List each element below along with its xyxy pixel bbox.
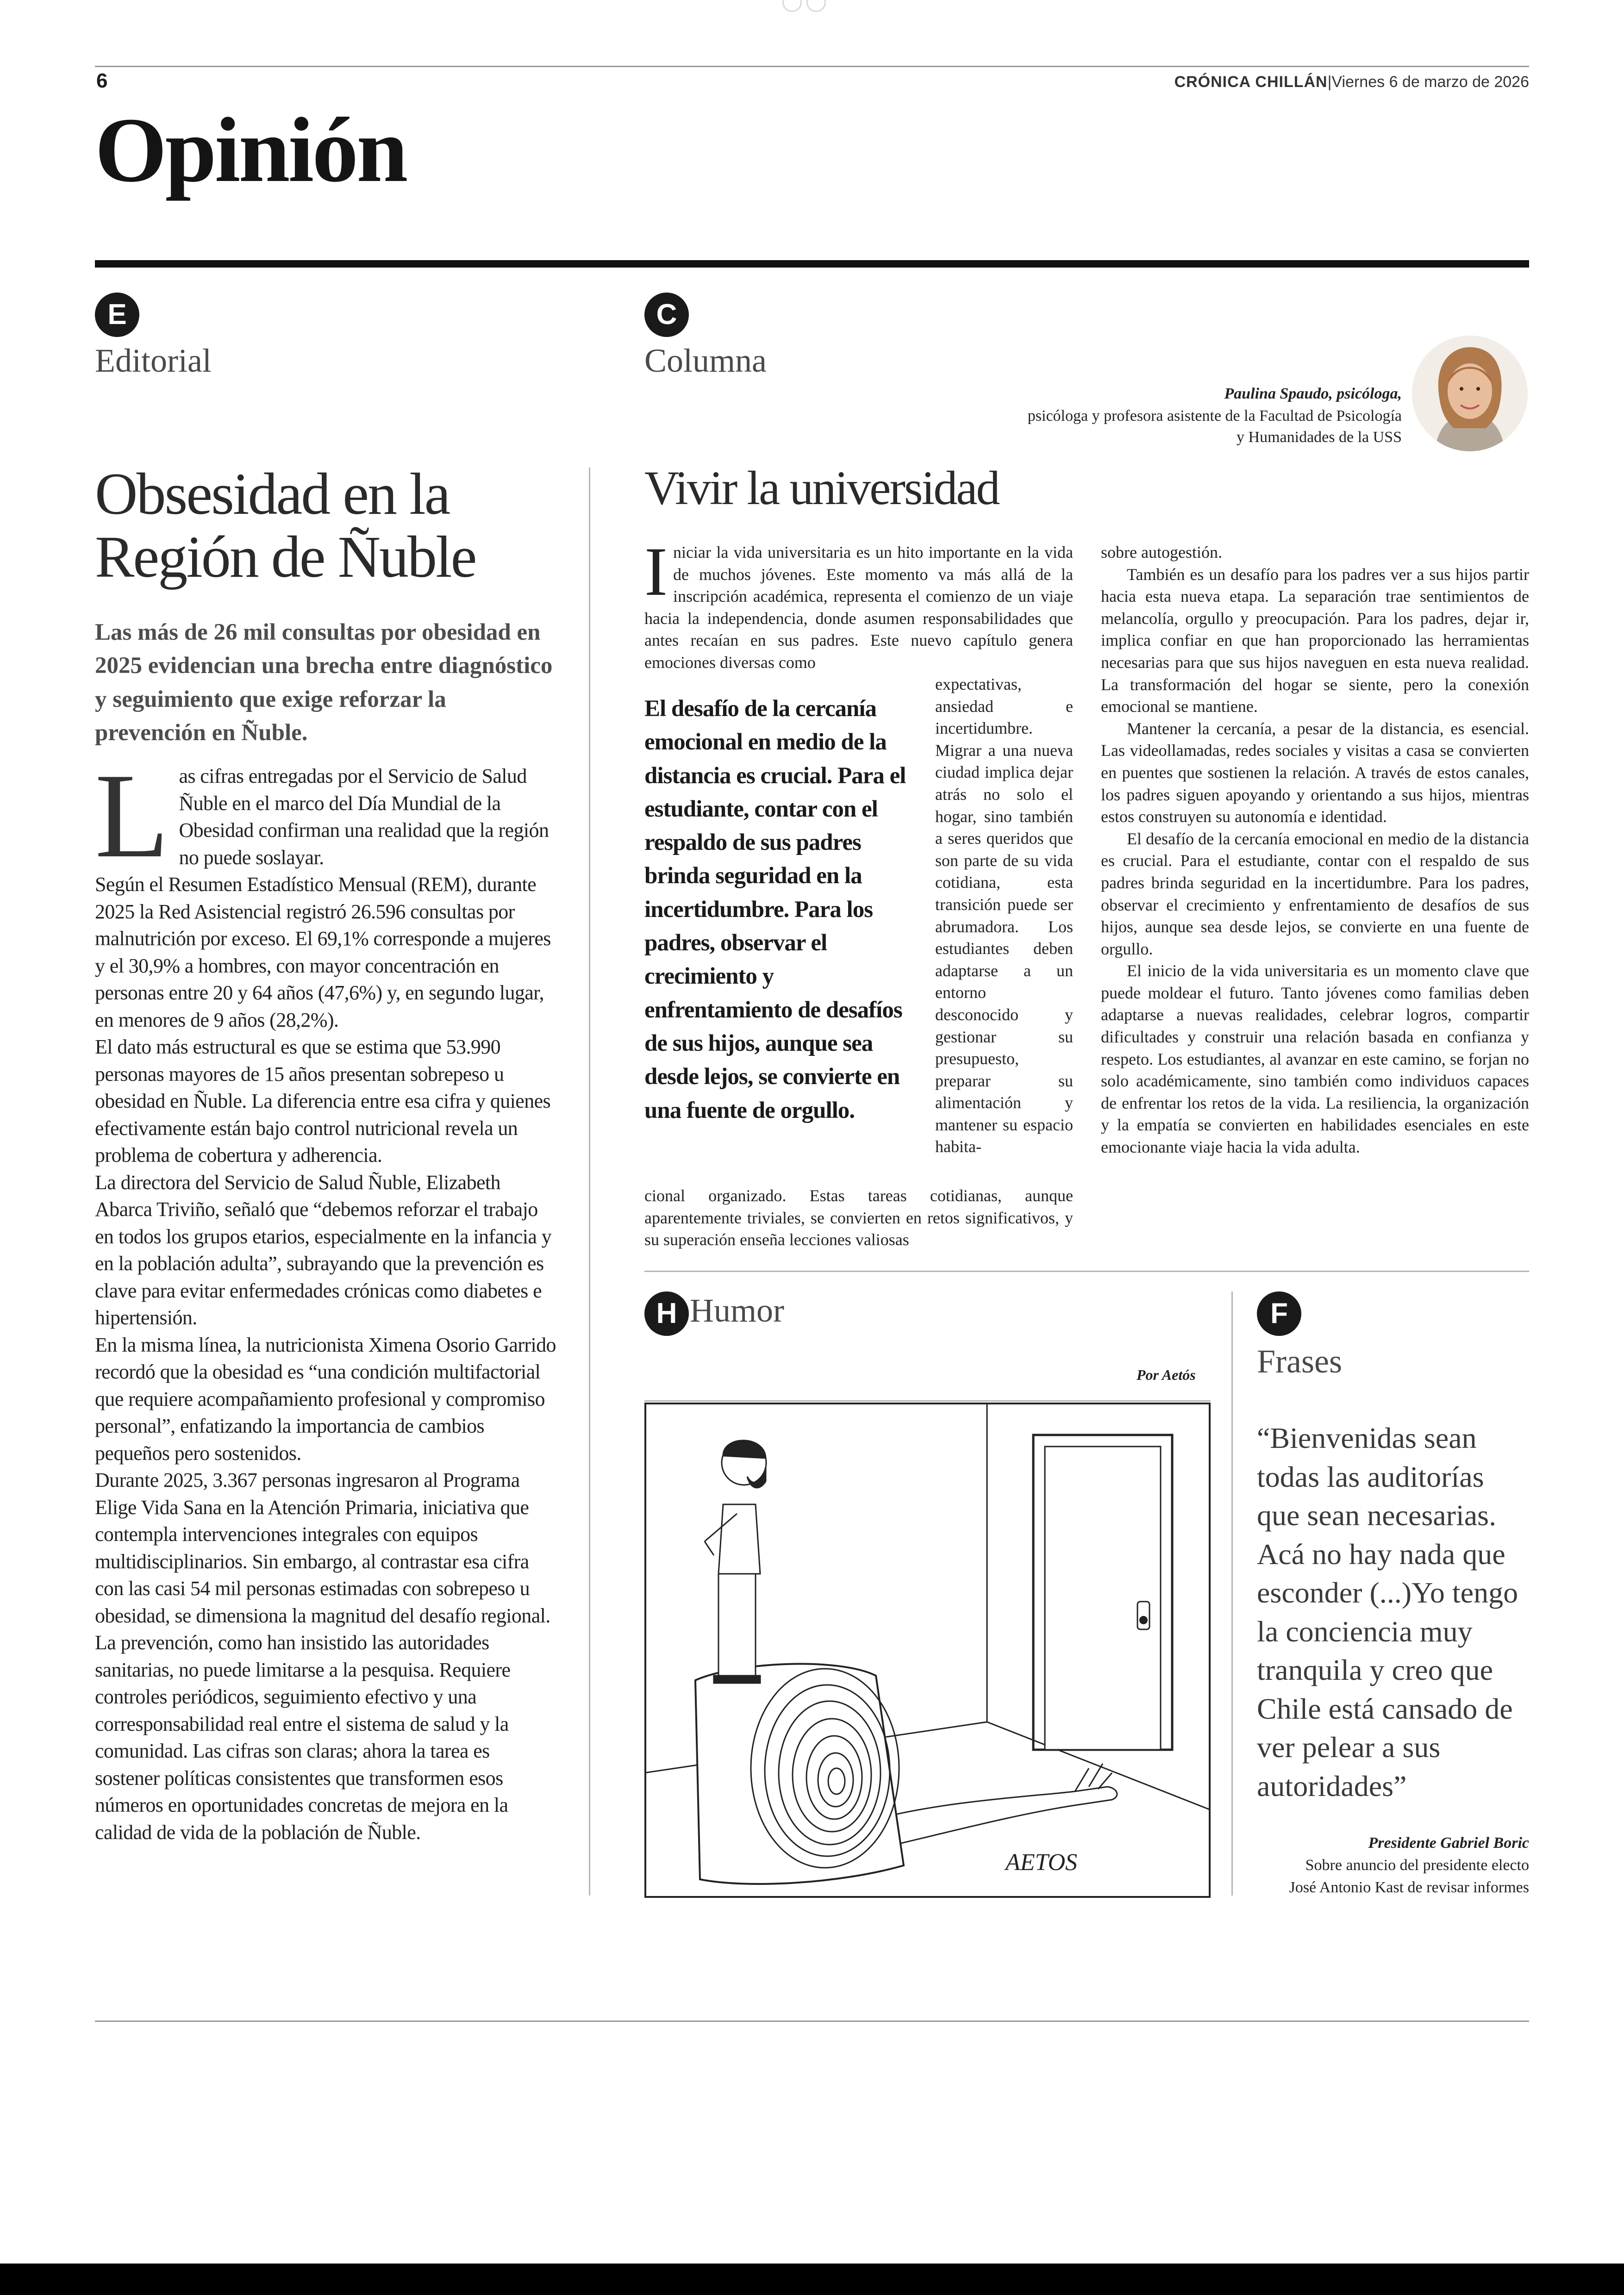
frases-label: Frases [1257,1343,1342,1380]
editorial-body [95,748,558,1846]
masthead [1174,73,1529,91]
editorial-paragraph: Durante 2025, 3.367 personas ingresaron al Programa Elige Vida Sana en la Atención Primaria, iniciativa que contempla intervenciones integrales con equipos multidisciplinarios. Sin embargo, al contrastar esa cifra con las casi 54 mil personas estimadas con sobrepeso u obesidad, se dimensiona la magnitud del desafío regional. [95,1469,550,1627]
column-badge: C [644,293,689,337]
attribution-line: José Antonio Kast de revisar informes [1289,1879,1529,1896]
editorial-deck: Las más de 26 mil consultas por obesidad en 2025 evidencian una brecha entre diagnóstico y seguimiento que exige reforzar la prevención en Ñuble. [95,619,553,746]
section-title: Opinión [95,99,406,201]
top-rule [95,66,1529,67]
editorial-label: Editorial [95,342,212,379]
humor-author: Por Aetós [1137,1366,1196,1383]
frases-badge: F [1257,1291,1301,1336]
column-paragraph: sobre autogestión. [1101,543,1222,561]
editorial-paragraph: En la misma línea, la nutricionista Ximena Osorio Garrido recordó que la obesidad es “una condición multifactorial que requiere acompañamiento profesional y compromiso personal”, enfatizando la importancia de cambios pequeños pero sostenidos. [95,1333,556,1465]
column-author-name: Paulina Spaudo, psicóloga, [1224,385,1402,402]
editorial-paragraph: Las cifras entregadas por el Servicio de Salud Ñuble en el marco del Día Mundial de la Obesidad confirman una realidad que la región no puede soslayar. [95,748,549,883]
attribution-line: Sobre anuncio del presidente electo [1305,1857,1529,1874]
bottom-rule [95,2021,1529,2022]
column-tail-text: cional organizado. Estas tareas cotidianas, aunque aparentemente triviales, se convierten en retos significativos, y su superación enseña lecciones valiosas [644,1186,1073,1249]
column-divider [589,468,590,1896]
column-narrow-text: expectativas, ansiedad e incertidumbre. Migrar a una nueva ciudad implica dejar atrás no solo el hogar, sino también a seres queridos que son parte de su vida cotidiana, esta transición puede ser abrumadora. Los estudiantes deben adaptarse a un entorno desconocido y gestionar su presupuesto, preparar su alimentación y mantener su espacio habita- [935,675,1073,1156]
column-paragraph: También es un desafío para los padres ver a sus hijos partir hacia esta nueva etapa. La separación trae sentimientos de melancolía, orgullo y preocupación. Para los padres, dejar ir, implica confiar en que han proporcionado las herramientas necesarias para que sus hijos naveguen en esta nueva realidad. La transformación del hogar se siente, pero la conexión emocional se mantiene. [1101,565,1529,716]
column-paragraph: El inicio de la vida universitaria es un momento clave que puede moldear el futuro. Tanto jóvenes como familias deben adaptarse a nuevas realidades, celebrar logros, compartir dificultades y construir una relación basada en confianza y respeto. Los estudiantes, al avanzar en este camino, se forjan no solo académicamente, sino también como individuos capaces de enfrentar los retos de la vida. La resiliencia, la organización y la empatía se convierten en habilidades esenciales en este emocionante viaje hacia la vida adulta. [1101,961,1529,1157]
editorial-headline: Obsesidad en la Región de Ñuble [95,461,476,590]
publication-name: CRÓNICA CHILLÁN [1174,73,1328,91]
column-author-role [707,405,1402,448]
editorial-dropcap: L [95,748,169,883]
author-photo [1412,336,1528,451]
editorial-badge: E [95,293,139,337]
humor-cartoon [644,1403,1211,1898]
column-right-text [1101,542,1529,1159]
frases-quote: “Bienvenidas sean todas las auditorías que sean necesarias. Acá no hay nada que esconder (...)Yo tengo la conciencia muy tranquila y creo que Chile está cansado de ver pelear a sus autoridades” [1257,1422,1518,1802]
humor-label: Humor [690,1292,784,1329]
editorial-paragraph: El dato más estructural es que se estima que 53.990 personas mayores de 15 años presentan sobrepeso u obesidad en Ñuble. La diferencia entre esa cifra y quienes efectivamente están bajo control nutricional revela un problema de cobertura y adherencia. [95,1035,551,1166]
column-pullquote: El desafío de la cercanía emocional en medio de la distancia es crucial. Para el estudiante, contar con el respaldo de sus padres brinda seguridad en la incertidumbre. Para los padres, observar el crecimiento y enfrentamiento de desafíos de sus hijos, aunque sea desde lejos, se convierte en una fuente de orgullo. [644,696,906,1123]
humor-signature: AETOS [1006,1849,1078,1876]
frases-divider [1231,1291,1233,1896]
section-thick-rule [95,260,1529,268]
bottom-bar [0,2264,1624,2295]
humor-author-rule [644,1400,1211,1402]
editorial-paragraph: La directora del Servicio de Salud Ñuble, Elizabeth Abarca Triviño, señaló que “debemos reforzar el trabajo en todos los grupos etarios, especialmente en la infancia y en la población adulta”, subrayando que la prevención es clave para evitar enfermedades crónicas como diabetes e hipertensión. [95,1171,552,1329]
column-label: Columna [644,342,767,379]
author-role-line: y Humanidades de la USS [1237,429,1402,446]
frases-attribution [1205,1832,1529,1899]
page-indicator-dots [782,0,833,13]
column-paragraph: Mantener la cercanía, a pesar de la distancia, es esencial. Las videollamadas, redes sociales y visitas a casa se convierten en puentes que sostienen la relación. A través de estos canales, los padres siguen apoyando y orientando a sus hijos, mientras estos construyen su autonomía e identidad. [1101,719,1529,826]
editorial-paragraph: Según el Resumen Estadístico Mensual (REM), durante 2025 la Red Asistencial registró 26.596 consultas por malnutrición por exceso. El 69,1% corresponde a mujeres y el 30,9% a hombres, con mayor concentración en personas entre 20 y 64 años (47,6%) y, en segundo lugar, en menores de 9 años (28,2%). [95,873,551,1031]
column-intro [644,533,1073,674]
column-headline: Vivir la universidad [644,461,999,515]
editorial-paragraph: La prevención, como han insistido las autoridades sanitarias, no puede limitarse a la pesquisa. Requiere controles periódicos, seguimiento efectivo y una corresponsabilidad real entre el sistema de salud y la comunidad. Las cifras son claras; ahora la tarea es sostener políticas consistentes que transformen esos números en oportunidades concretas de mejora en la calidad de vida de la población de Ñuble. [95,1631,511,1844]
attribution-name: Presidente Gabriel Boric [1368,1834,1529,1852]
humor-badge: H [644,1291,689,1336]
page-number: 6 [96,69,108,92]
column-intro-text: niciar la vida universitaria es un hito importante en la vida de muchos jóvenes. Este momento va más allá de la inscripción académica, representa el comienzo de un viaje hacia la independencia, donde asumen responsabilidades que antes recaían en sus padres. Este nuevo capítulo genera emociones diversas como [644,543,1073,672]
column-paragraph: El desafío de la cercanía emocional en medio de la distancia es crucial. Para el estudiante, contar con el respaldo de sus padres brinda seguridad en la incertidumbre. Para los padres, observar el crecimiento y enfrentamiento de desafíos de sus hijos, aunque sea desde lejos, se convierte en una fuente de orgullo. [1101,829,1529,958]
issue-date: Viernes 6 de marzo de 2026 [1331,73,1529,91]
humor-top-rule [644,1271,1529,1272]
column-dropcap: I [644,533,668,610]
masthead-separator: | [1327,73,1332,91]
author-role-line: psicóloga y profesora asistente de la Facultad de Psicología [1027,407,1402,424]
